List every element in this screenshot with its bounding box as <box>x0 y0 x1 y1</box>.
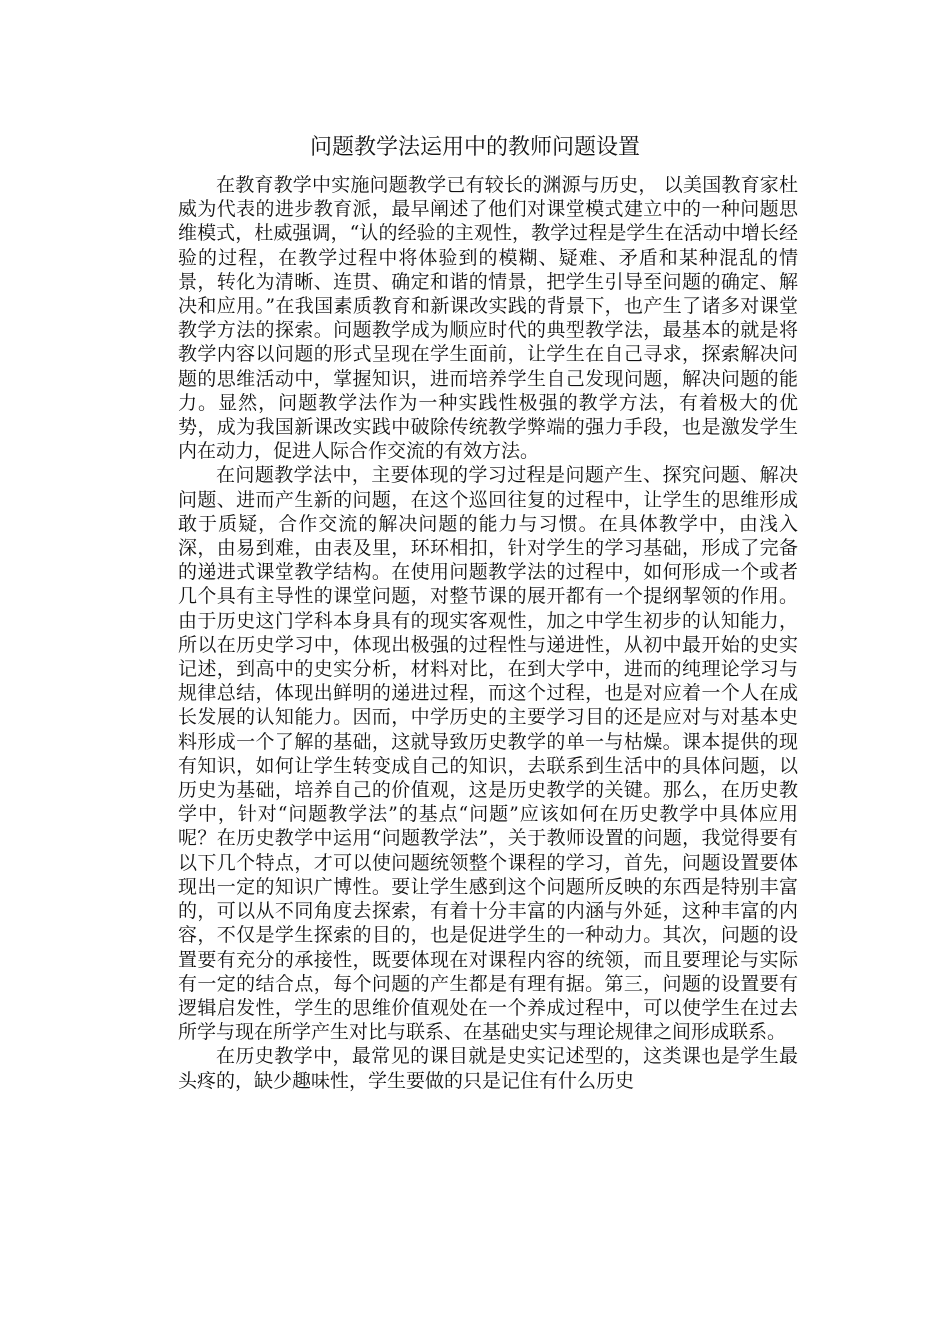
document-body <box>178 173 798 1093</box>
paragraph-3: 在历史教学中，最常见的课目就是史实记述型的，这类课也是学生最头疼的，缺少趣味性，学生要做的只是记住有什么历史 <box>178 1045 798 1092</box>
paragraph-2: 在问题教学法中，主要体现的学习过程是问题产生、探究问题、解决问题、进而产生新的问题，在这个巡回往复的过程中，让学生的思维形成敢于质疑，合作交流的解决问题的能力与习惯。在具体教学中，由浅入深，由易到难，由表及里，环环相扣，针对学生的学习基础，形成了完备的递进式课堂教学结构。在使用问题教学法的过程中，如何形成一个或者几个具有主导性的课堂问题，对整节课的展开都有一个提纲挈领的作用。由于历史这门学科本身具有的现实客观性，加之中学生初步的认知能力，所以在历史学习中，体现出极强的过程性与递进性，从初中最开始的史实记述，到高中的史实分析，材料对比，在到大学中，进而的纯理论学习与规律总结，体现出鲜明的递进过程，而这个过程，也是对应着一个人在成长发展的认知能力。因而，中学历史的主要学习目的还是应对与对基本史料形成一个了解的基础，这就导致历史教学的单一与枯燥。课本提供的现有知识，如何让学生转变成自己的知识，去联系到生活中的具体问题，以历史为基础，培养自己的价值观，这是历史教学的关键。那么，在历史教学中，针对“问题教学法”的基点“问题”应该如何在历史教学中具体应用呢？在历史教学中运用“问题教学法”，关于教师设置的问题，我觉得要有以下几个特点，才可以使问题统领整个课程的学习，首先，问题设置要体现出一定的知识广博性。要让学生感到这个问题所反映的东西是特别丰富的，可以从不同角度去探索，有着十分丰富的内涵与外延，这种丰富的内容，不仅是学生探索的目的，也是促进学生的一种动力。其次，问题的设置要有充分的承接性，既要体现在对课程内容的统领，而且要理论与实际有一定的结合点，每个问题的产生都是有理有据。第三，问题的设置要有逻辑启发性，学生的思维价值观处在一个养成过程中，可以使学生在过去所学与现在所学产生对比与联系、在基础史实与理论规律之间形成联系。 <box>178 464 798 1044</box>
paragraph-1: 在教育教学中实施问题教学已有较长的渊源与历史， 以美国教育家杜威为代表的进步教育派，最早阐述了他们对课堂模式建立中的一种问题思维模式，杜威强调，“认的经验的主观性，教学过程是学生在活动中增长经验的过程，在教学过程中将体验到的模糊、疑难、矛盾和某种混乱的情景，转化为清晰、连贯、确定和谐的情景，把学生引导至问题的确定、解决和应用。”在我国素质教育和新课改实践的背景下，也产生了诸多对课堂教学方法的探索。问题教学成为顺应时代的典型教学法，最基本的就是将教学内容以问题的形式呈现在学生面前，让学生在自己寻求，探索解决问题的思维活动中，掌握知识，进而培养学生自己发现问题，解决问题的能力。显然，问题教学法作为一种实践性极强的教学方法，有着极大的优势，成为我国新课改实践中破除传统教学弊端的强力手段，也是激发学生内在动力，促进人际合作交流的有效方法。 <box>178 174 798 463</box>
document-title: 问题教学法运用中的教师问题设置 <box>309 135 640 160</box>
